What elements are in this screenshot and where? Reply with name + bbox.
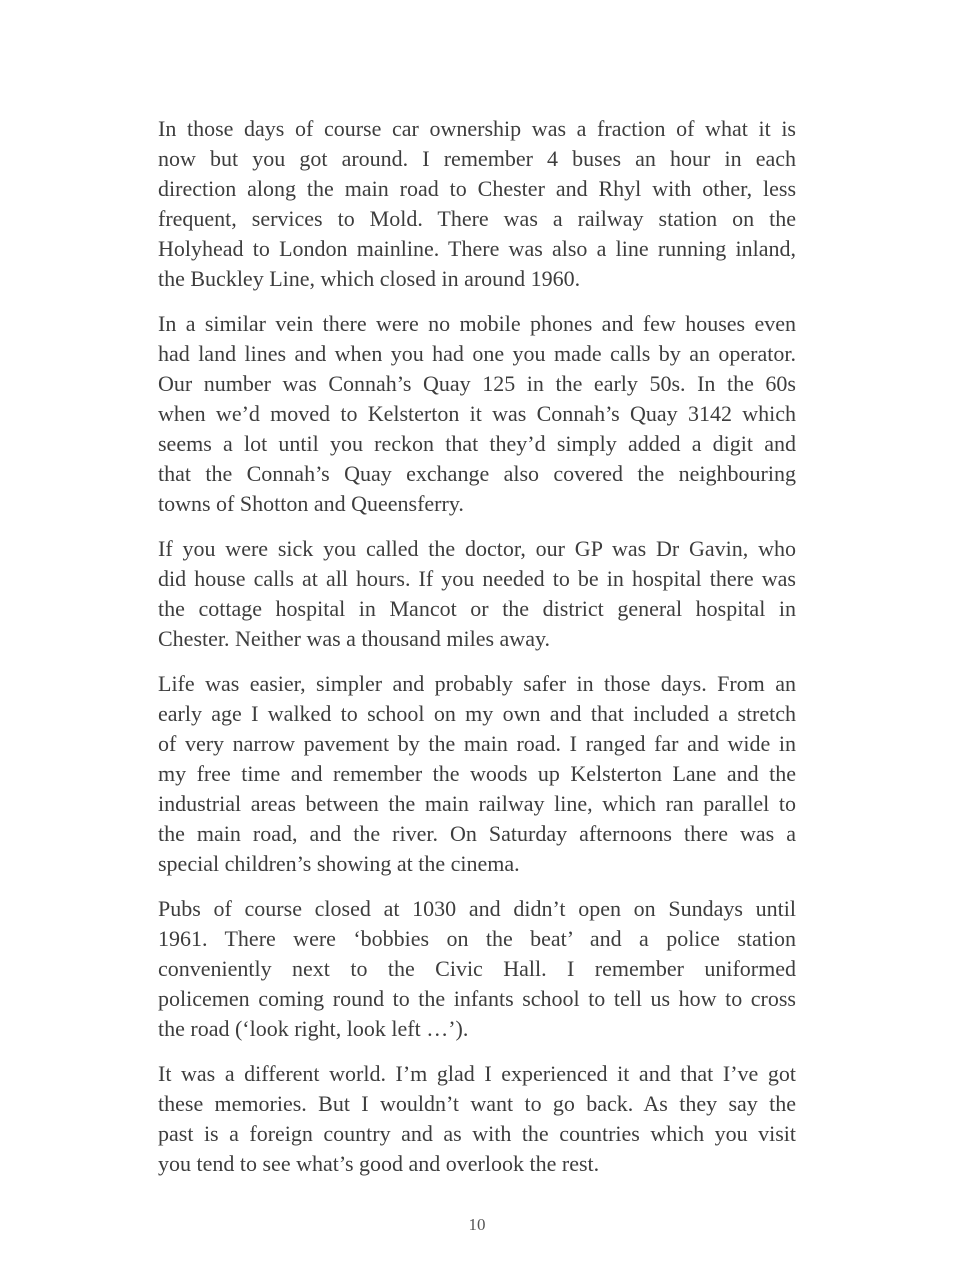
text-line: past is a foreign country and as with the countries which you visit xyxy=(158,1121,796,1146)
text-line: did house calls at all hours. If you needed to be in hospital there was xyxy=(158,566,796,591)
paragraph xyxy=(158,669,796,879)
text-line: frequent, services to Mold. There was a railway station on the xyxy=(158,206,796,231)
text-line: If you were sick you called the doctor, our GP was Dr Gavin, who xyxy=(158,536,796,561)
page-number: 10 xyxy=(468,1215,486,1234)
text-line: Pubs of course closed at 1030 and didn’t open on Sundays until xyxy=(158,896,796,921)
paragraph xyxy=(158,1059,796,1179)
text-line: special children’s showing at the cinema. xyxy=(158,851,520,876)
paragraph xyxy=(158,114,796,294)
text-line: seems a lot until you reckon that they’d simply added a digit and xyxy=(158,431,796,456)
text-line: of very narrow pavement by the main road. I ranged far and wide in xyxy=(158,731,796,756)
text-line: conveniently next to the Civic Hall. I remember uniformed xyxy=(158,956,796,981)
text-line: that the Connah’s Quay exchange also covered the neighbouring xyxy=(158,461,796,486)
text-line: now but you got around. I remember 4 buses an hour in each xyxy=(158,146,796,171)
text-line: Life was easier, simpler and probably safer in those days. From an xyxy=(158,671,796,696)
text-line: industrial areas between the main railway line, which ran parallel to xyxy=(158,791,796,816)
text-line: these memories. But I wouldn’t want to go back. As they say the xyxy=(158,1091,796,1116)
text-line: the road (‘look right, look left …’). xyxy=(158,1016,469,1041)
text-line: 1961. There were ‘bobbies on the beat’ and a police station xyxy=(158,926,796,951)
text-line: the main road, and the river. On Saturday afternoons there was a xyxy=(158,821,796,846)
text-line: you tend to see what’s good and overlook the rest. xyxy=(158,1151,600,1176)
page-body xyxy=(158,0,796,1235)
text-line: policemen coming round to the infants school to tell us how to cross xyxy=(158,986,796,1011)
paragraph xyxy=(158,534,796,654)
text-line: when we’d moved to Kelsterton it was Connah’s Quay 3142 which xyxy=(158,401,796,426)
text-line: my free time and remember the woods up Kelsterton Lane and the xyxy=(158,761,796,786)
text-line: towns of Shotton and Queensferry. xyxy=(158,491,464,516)
text-line: the cottage hospital in Mancot or the district general hospital in xyxy=(158,596,796,621)
text-line: In a similar vein there were no mobile phones and few houses even xyxy=(158,311,796,336)
paragraph xyxy=(158,309,796,519)
text-line: direction along the main road to Chester and Rhyl with other, less xyxy=(158,176,796,201)
paragraph xyxy=(158,894,796,1044)
text-line: Chester. Neither was a thousand miles away. xyxy=(158,626,551,651)
text-line: In those days of course car ownership was a fraction of what it is xyxy=(158,116,796,141)
text-line: the Buckley Line, which closed in around 1960. xyxy=(158,266,581,291)
text-line: early age I walked to school on my own and that included a stretch xyxy=(158,701,796,726)
text-line: had land lines and when you had one you made calls by an operator. xyxy=(158,341,796,366)
text-block xyxy=(158,114,796,1179)
text-line: Our number was Connah’s Quay 125 in the early 50s. In the 60s xyxy=(158,371,796,396)
text-line: Holyhead to London mainline. There was also a line running inland, xyxy=(158,236,796,261)
text-line: It was a different world. I’m glad I experienced it and that I’ve got xyxy=(158,1061,796,1086)
